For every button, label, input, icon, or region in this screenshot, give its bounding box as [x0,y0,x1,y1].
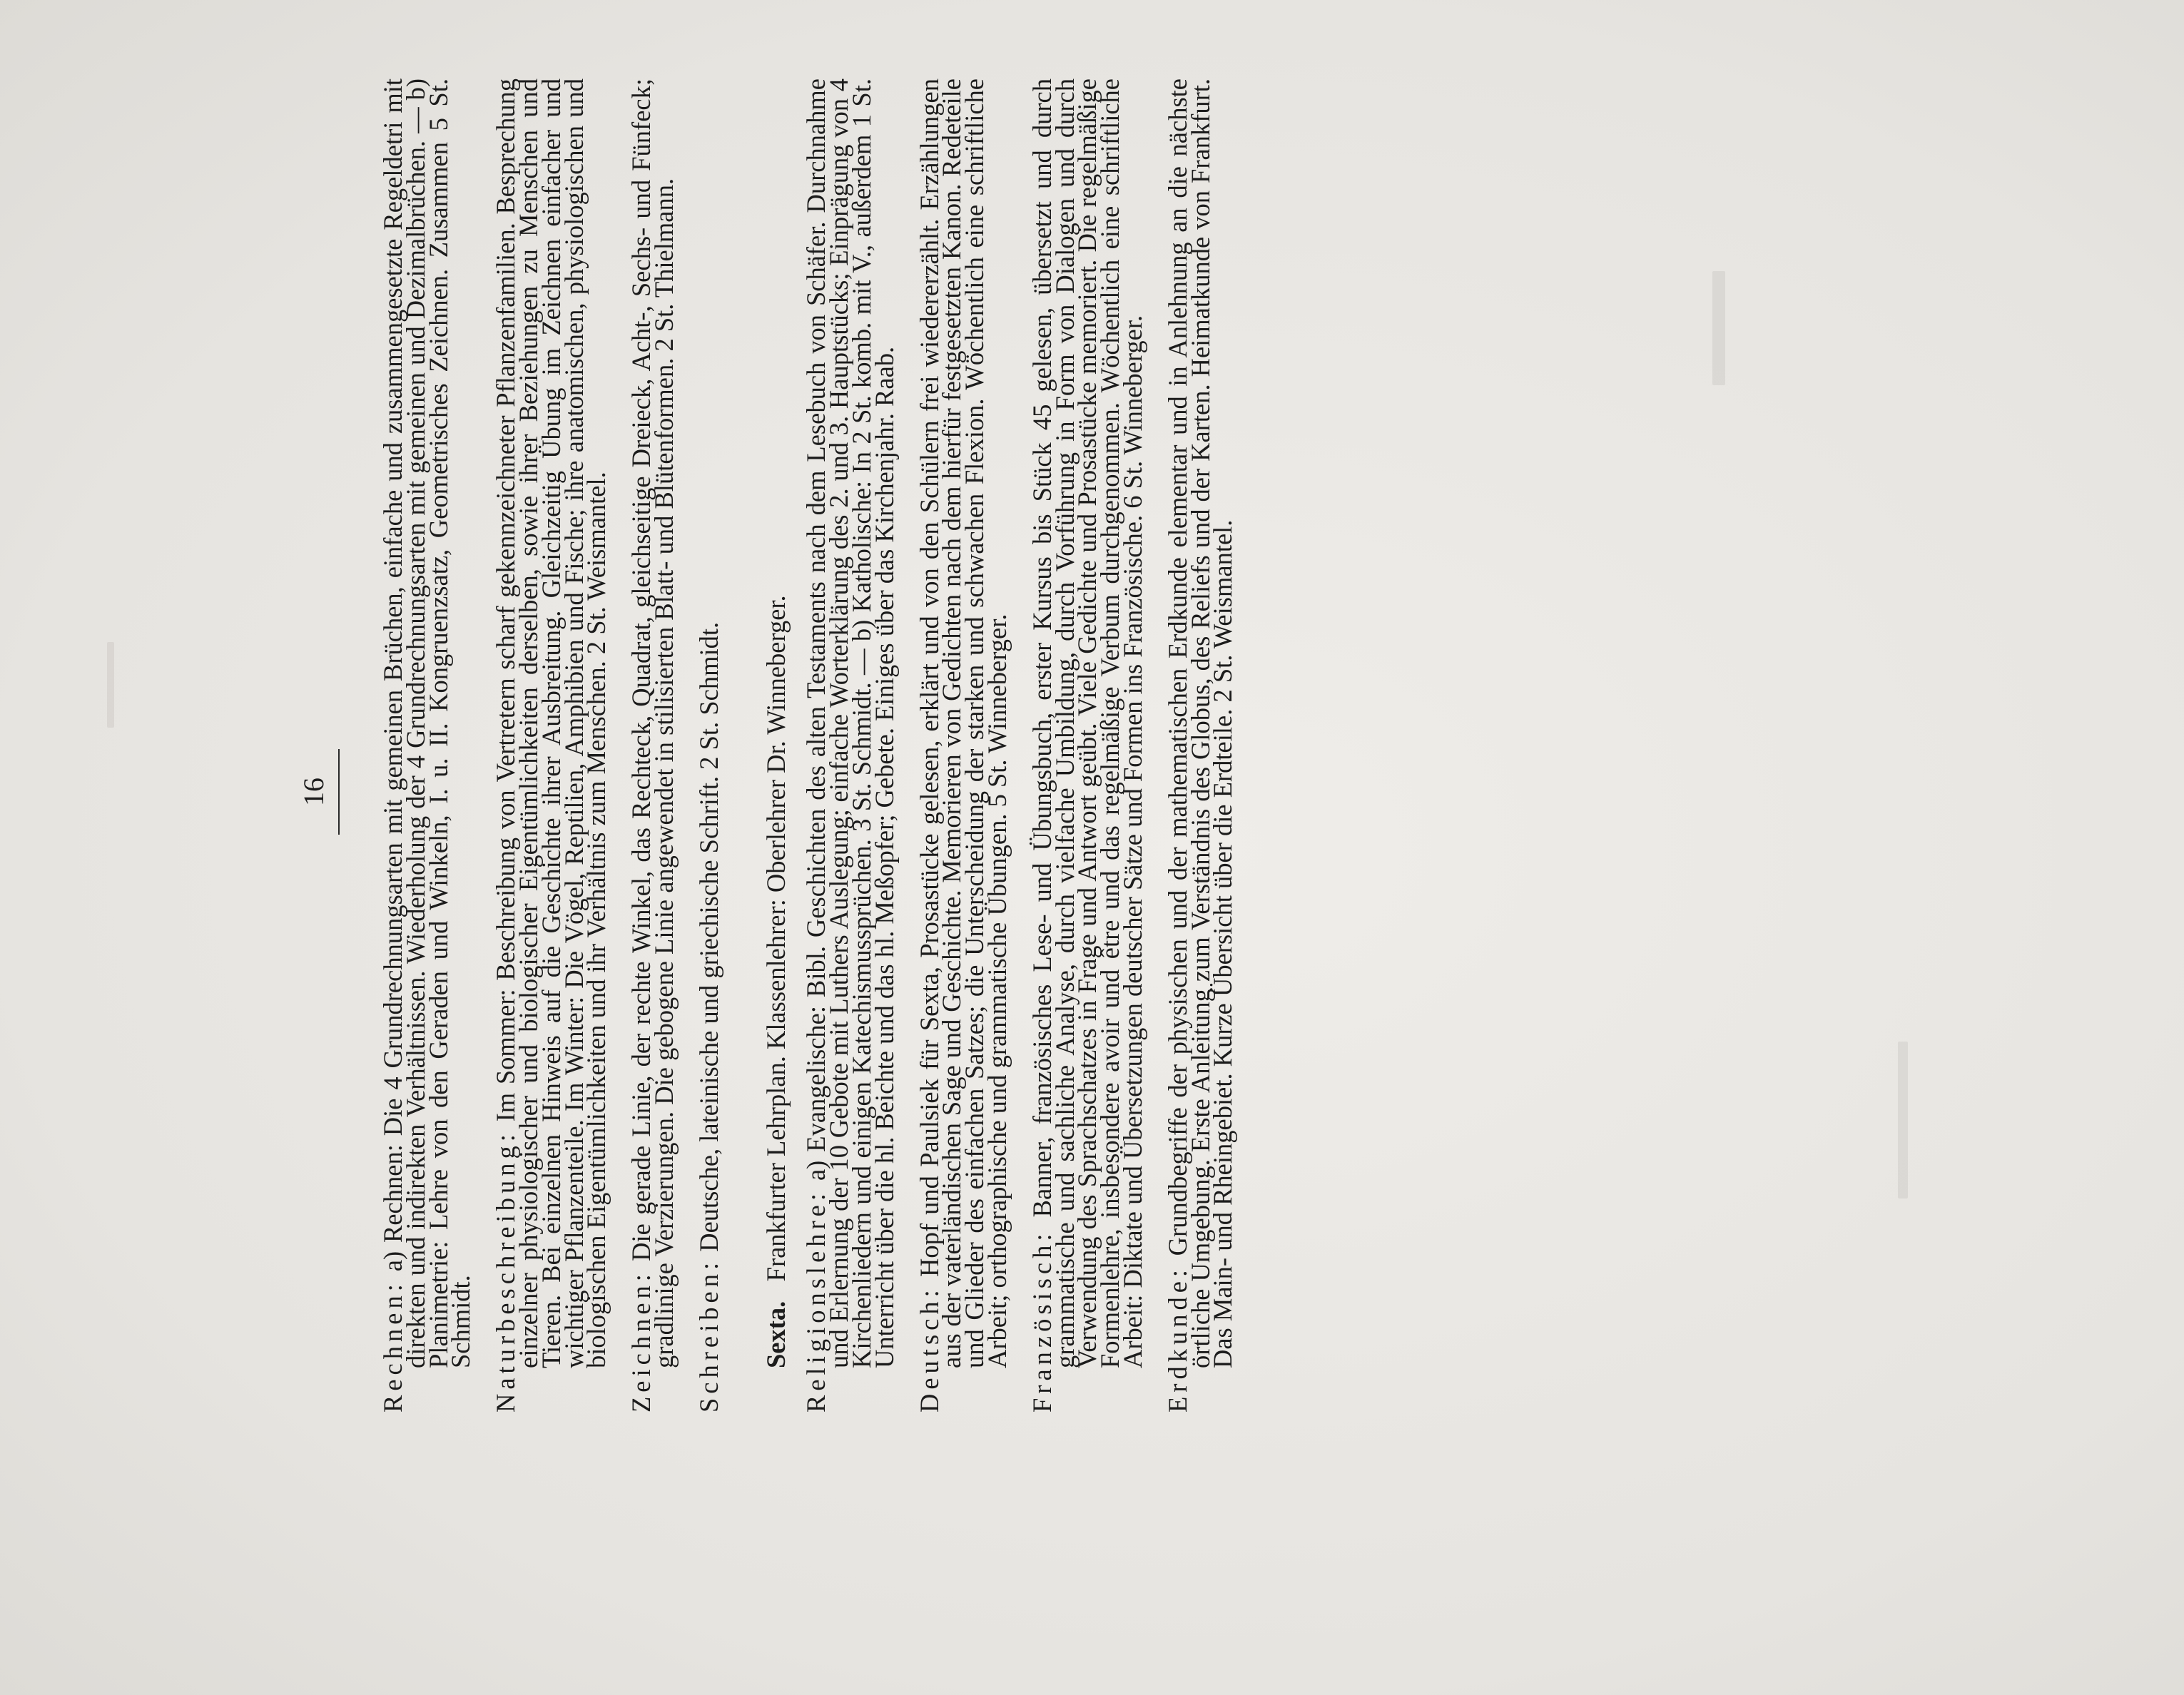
subject-term: Religionslehre: [801,1188,831,1412]
rotated-text-sheet [200,46,2126,1548]
subject-paragraph-deutsch [914,78,1012,1412]
section-subtitle: Frankfurter Lehrplan. Klassenlehrer: Oberlehrer Dr. Winneberger. [761,595,791,1282]
subject-text: Die gerade Linie, der rechte Winkel, das Rechteck, Quadrat, gleichseitige Dreieck, Acht-, Sechs- und Fünfeck; gradlinige Verzierungen. Die gebogene Linie angewendet in stilisierten Blatt- und Blütenformen. 2 St. Thielmann. [626,78,679,1368]
subject-term: Schreiben: [694,1258,723,1412]
subject-text: Banner, französisches Lese- und Übungsbuch, erster Kursus bis Stück 45 gelesen, übersetzt und durch grammatische und sachliche Analyse, durch vielfache Umbildung, durch Vorführung in Form von Dialogen und durch Verwendung des Sprachschatzes in Frage und Antwort geübt. Viele Gedichte und Prosastücke memoriert. Die regelmäßige Formenlehre, insbesondere avoir und être und das regelmäßige Verbum durchgenommen. Wöchentlich eine schriftliche Arbeit: Diktate und Übersetzungen deutscher Sätze und Formen ins Französische. 6 St. Winneberger. [1027,78,1147,1368]
subject-paragraph-franzoesisch [1027,78,1147,1412]
subject-paragraph-erdkunde [1162,78,1238,1412]
subject-paragraph-naturbeschreibung [491,78,611,1412]
section-heading [761,78,791,1412]
subject-paragraph-rechnen [378,78,476,1412]
subject-term: Naturbeschreibung: [491,1130,521,1412]
subject-text: Im Sommer: Beschreibung von Vertretern scharf gekennzeichneter Pflanzenfamilien. Besprechung einzelner physiologischer und biologischer Eigentümlichkeiten derselben, sowie ihrer Beziehungen zu Menschen und Tieren. Bei einzelnen Hinweis auf die Geschichte ihrer Ausbreitung. Gleichzeitig Übung im Zeichnen einfacher und wichtiger Pflanzenteile. Im Winter: Die Vögel, Reptilien, Amphibien und Fische; ihre anatomischen, physiologischen und biologischen Eigentümlichkeiten und ihr Verhältnis zum Menschen. 2 St. Weismantel. [491,78,611,1368]
subject-term: Erdkunde: [1162,1265,1192,1412]
subject-term: Deutsch: [914,1286,944,1412]
subject-paragraph-schreiben [694,78,723,1412]
section-title: Sexta. [761,1300,791,1368]
subject-paragraph-religionslehre [801,78,899,1412]
bleed-through-mark [107,642,114,728]
subject-term: Französisch: [1027,1229,1057,1412]
subject-text: a) Evangelische: Bibl. Geschichten des alten Testaments nach dem Lesebuch von Schäfer. Durchnahme und Erlernung der 10 Gebote mit Luthers Auslegung; einfache Worterklärung des 2. und 3. Hauptstücks; Einprägung von 4 Kirchenliedern und einigen Katechismussprüchen. 3 St. Schmidt. — b) Katholische: In 2 St. komb. mit V., außerdem 1 St. Unterricht über die hl. Beichte und das hl. Meßopfer; Gebete. Einiges über das Kirchenjahr. Raab. [801,78,899,1368]
subject-text: Hopf und Paulsiek für Sexta, Prosastücke gelesen, erklärt und von den Schülern frei wiedererzählt. Erzählungen aus der vaterländischen Sage und Geschichte. Memorieren von Gedichten nach dem hierfür festgesetzten Kanon. Redeteile und Glieder des einfachen Satzes; die Unterscheidung der starken und schwachen Flexion. Wöchentlich eine schriftliche Arbeit; orthographische und grammatische Übungen. 5 St. Winneberger. [914,78,1012,1368]
subject-text: Grundbegriffe der physischen und der mathematischen Erdkunde elementar und in Anlehnung an die nächste örtliche Umgebung. Erste Anleitung zum Verständnis des Globus, des Reliefs und der Karten. Heimatkunde von Frankfurt. Das Main- und Rheingebiet. Kurze Übersicht über die Erdteile. 2 St. Weismantel. [1162,78,1238,1368]
subject-paragraph-zeichnen [626,78,679,1412]
subject-term: Rechnen: [378,1280,407,1412]
subject-term: Zeichnen: [626,1270,656,1412]
page-number: 16 [300,749,340,835]
subject-text: a) Rechnen: Die 4 Grundrechnungsarten mit gemeinen Brüchen, einfache und zusammengesetzte Regeldetri mit direkten und indirekten Verhältnissen. Wiederholung der 4 Grundrechnungsarten mit gemeinen und Dezimalbrüchen. — b) Planimetrie: Lehre von den Geraden und Winkeln, I. u. II. Kongruenzsatz, Geometrisches Zeichnen. Zusammen 5 St. Schmidt. [378,78,476,1368]
text-column [378,78,1256,1412]
subject-text: Deutsche, lateinische und griechische Schrift. 2 St. Schmidt. [694,621,723,1258]
